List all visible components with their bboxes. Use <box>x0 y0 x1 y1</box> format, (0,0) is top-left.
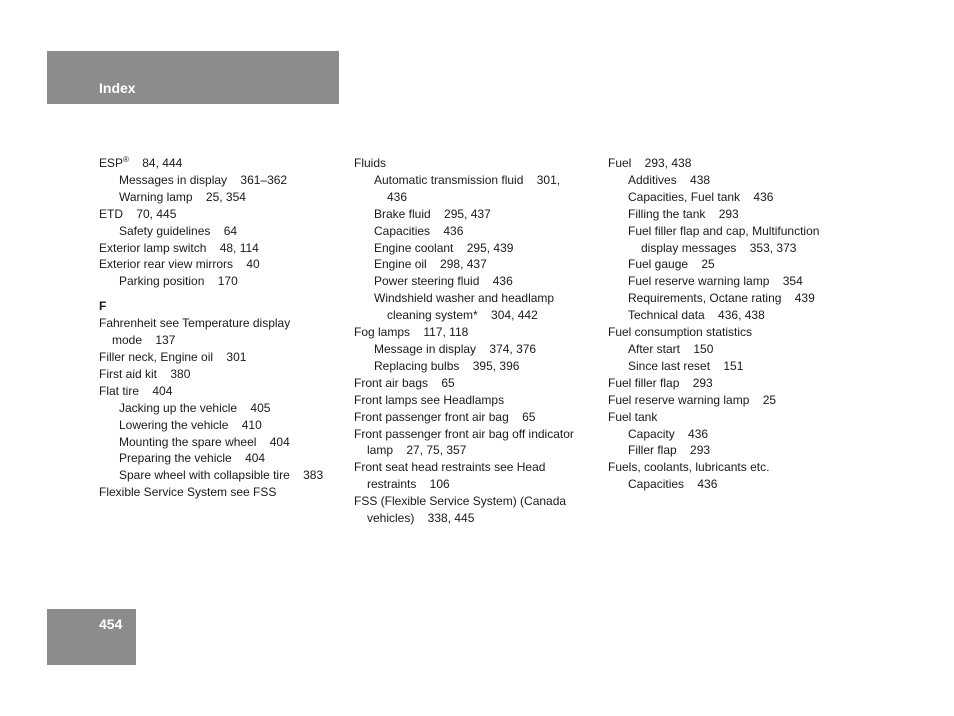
page-number: 454 <box>99 616 123 632</box>
index-subentry: Preparing the vehicle 404 <box>119 451 266 466</box>
index-entry: Exterior rear view mirrors 40 <box>99 257 260 272</box>
index-entry: Fuels, coolants, lubricants etc. <box>608 460 770 475</box>
index-entry: Filler neck, Engine oil 301 <box>99 349 247 364</box>
index-subentry: Fuel reserve warning lamp 354 <box>628 274 803 289</box>
index-entry: Fuel reserve warning lamp 25 <box>608 392 777 407</box>
index-subentry: 436 <box>387 189 408 204</box>
registered-mark: ® <box>123 155 129 164</box>
index-subentry: Windshield washer and headlamp <box>374 291 555 306</box>
index-subentry: Since last reset 151 <box>628 358 744 373</box>
index-entry: First aid kit 380 <box>99 366 191 381</box>
index-column-1 <box>99 155 344 501</box>
index-subentry: Messages in display 361–362 <box>119 172 288 187</box>
index-entry: Front passenger front air bag 65 <box>354 409 536 424</box>
index-entry: Flexible Service System see FSS <box>99 485 277 500</box>
index-entry: restraints 106 <box>367 477 450 492</box>
index-letter-heading: F <box>99 299 107 314</box>
index-entry: vehicles) 338, 445 <box>367 511 475 526</box>
page-number-box <box>47 609 136 665</box>
index-subentry: display messages 353, 373 <box>641 240 797 255</box>
section-title: Index <box>99 80 136 96</box>
index-subentry: Fuel filler flap and cap, Multifunction <box>628 223 820 238</box>
index-subentry: Fuel gauge 25 <box>628 257 715 272</box>
index-entry: Fuel consumption statistics <box>608 325 753 340</box>
index-subentry: Automatic transmission fluid 301, <box>374 172 561 187</box>
index-column-2 <box>354 155 599 527</box>
index-entry: Exterior lamp switch 48, 114 <box>99 240 259 255</box>
index-entry: mode 137 <box>112 333 176 348</box>
index-entry: Flat tire 404 <box>99 383 173 398</box>
index-subentry: Brake fluid 295, 437 <box>374 206 491 221</box>
index-subentry: Message in display 374, 376 <box>374 341 537 356</box>
index-entry: Fuel filler flap 293 <box>608 375 713 390</box>
index-subentry: Filling the tank 293 <box>628 206 739 221</box>
index-subentry: Engine coolant 295, 439 <box>374 240 514 255</box>
index-subentry: Requirements, Octane rating 439 <box>628 291 815 306</box>
entry-pages: 84, 444 <box>128 156 183 170</box>
index-entry <box>99 155 344 172</box>
index-subentry: Capacities, Fuel tank 436 <box>628 189 774 204</box>
index-subentry: Capacity 436 <box>628 426 709 441</box>
index-subentry: Spare wheel with collapsible tire 383 <box>119 468 324 483</box>
index-subentry: Additives 438 <box>628 172 711 187</box>
index-entry: Front passenger front air bag off indicator <box>354 426 574 441</box>
index-subentry: Replacing bulbs 395, 396 <box>374 358 520 373</box>
index-subentry: Parking position 170 <box>119 274 238 289</box>
index-subentry: Safety guidelines 64 <box>119 223 238 238</box>
index-entry: Front lamps see Headlamps <box>354 392 505 407</box>
index-subentry: Power steering fluid 436 <box>374 274 513 289</box>
index-subentry: Warning lamp 25, 354 <box>119 189 246 204</box>
index-subentry: Capacities 436 <box>374 223 464 238</box>
index-entry: Fluids <box>354 156 387 170</box>
index-subentry: Technical data 436, 438 <box>628 308 765 323</box>
header-bar <box>47 51 339 104</box>
index-entry: Fog lamps 117, 118 <box>354 325 469 340</box>
index-entry: Fuel tank <box>608 409 658 424</box>
index-entry: Fahrenheit see Temperature display <box>99 316 291 331</box>
index-entry: Front air bags 65 <box>354 375 455 390</box>
entry-term: ESP <box>99 156 124 170</box>
index-subentry: Lowering the vehicle 410 <box>119 417 262 432</box>
index-column-3 <box>608 155 853 493</box>
index-entry: ETD 70, 445 <box>99 206 177 221</box>
index-subentry: cleaning system* 304, 442 <box>387 308 538 323</box>
index-entry: Front seat head restraints see Head <box>354 460 546 475</box>
index-entry: Fuel 293, 438 <box>608 156 692 170</box>
index-entry: lamp 27, 75, 357 <box>367 443 467 458</box>
index-subentry: Engine oil 298, 437 <box>374 257 487 272</box>
index-subentry: Filler flap 293 <box>628 443 711 458</box>
index-subentry: Capacities 436 <box>628 477 718 492</box>
index-subentry: Jacking up the vehicle 405 <box>119 400 271 415</box>
index-subentry: Mounting the spare wheel 404 <box>119 434 290 449</box>
index-entry: FSS (Flexible Service System) (Canada <box>354 494 567 509</box>
index-subentry: After start 150 <box>628 341 714 356</box>
